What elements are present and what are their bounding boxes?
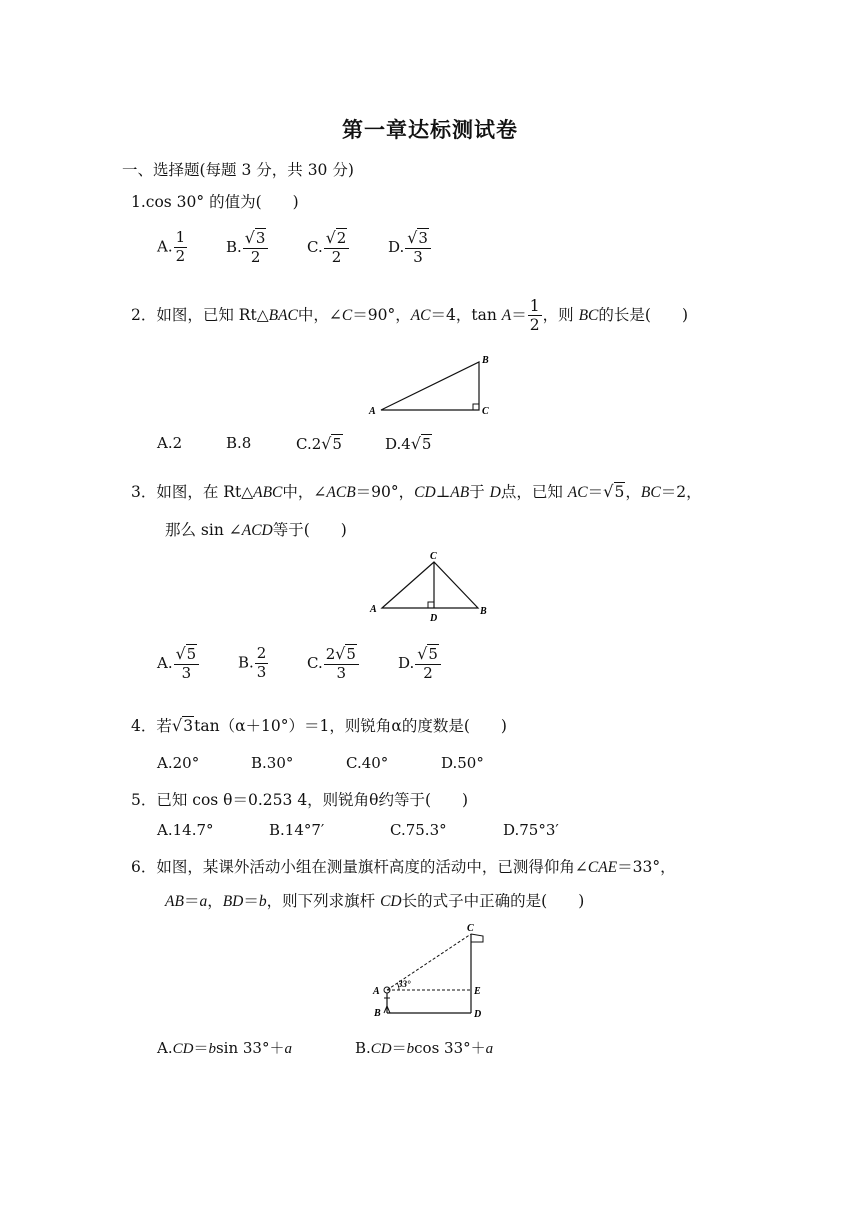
- question-2-option-a[interactable]: A.2: [157, 434, 183, 452]
- question-6-option-b[interactable]: B.CD＝bcos 33°＋a: [355, 1039, 494, 1057]
- question-3-option-b[interactable]: B. $\frac{2}{3}$: [238, 644, 267, 681]
- question-4-stem: 4．若√3tan（α＋10°）＝1，则锐角α的度数是( ): [131, 716, 507, 735]
- question-4-option-b[interactable]: B.30°: [251, 754, 294, 772]
- question-2-stem: 2．如图，已知 Rt△BAC中，∠C＝90°，AC＝4，tan A＝ $\frac{1}{2}$ ，则 BC的长是( ): [131, 297, 688, 335]
- question-3-option-d[interactable]: D. $\frac{√5}{2}$: [398, 646, 442, 682]
- vertex-label-a: A: [369, 406, 376, 417]
- question-4-option-c[interactable]: C.40°: [346, 754, 389, 772]
- vertex-label-d: D: [474, 1009, 482, 1020]
- vertex-label-c: C: [467, 923, 474, 934]
- question-5-option-b[interactable]: B.14°7′: [269, 821, 325, 839]
- question-6-option-a[interactable]: A.CD＝bsin 33°＋a: [157, 1039, 292, 1057]
- question-1-option-a[interactable]: A. $\frac{1}{2}$: [157, 228, 186, 265]
- question-2-option-c[interactable]: C.2√5: [296, 434, 342, 453]
- section-heading: 一、选择题(每题 3 分，共 30 分): [122, 161, 354, 179]
- flag: [471, 934, 483, 942]
- question-3-option-c[interactable]: C. $\frac{2√5}{3}$: [307, 646, 360, 682]
- question-6-figure: [365, 920, 495, 1024]
- right-angle-mark: [473, 404, 479, 410]
- question-5-option-d[interactable]: D.75°3′: [503, 821, 559, 839]
- fraction: $\frac{√3}{3}$: [405, 230, 431, 266]
- angle-label: 33°: [398, 979, 411, 989]
- question-2-option-d[interactable]: D.4√5: [385, 434, 432, 453]
- vertex-label-b: B: [374, 1008, 381, 1019]
- question-6-stem-line-2: AB＝a，BD＝b，则下列求旗杆 CD长的式子中正确的是( ): [165, 892, 585, 910]
- vertex-label-b: B: [482, 355, 489, 366]
- question-1-stem: 1.cos 30° 的值为( ): [131, 193, 299, 211]
- fraction: $\frac{1}{2}$: [529, 297, 540, 335]
- triangle: [382, 562, 478, 608]
- fraction: $\frac{√2}{2}$: [324, 230, 350, 266]
- vertex-label-c: C: [482, 406, 489, 417]
- vertex-label-a: A: [370, 604, 377, 615]
- vertex-label-e: E: [474, 986, 481, 997]
- question-1-option-b[interactable]: B. $\frac{√3}{2}$: [226, 230, 269, 266]
- question-1-option-d[interactable]: D. $\frac{√3}{3}$: [388, 230, 432, 266]
- question-6-stem-line-1: 6．如图，某课外活动小组在测量旗杆高度的活动中，已测得仰角∠CAE＝33°，: [131, 858, 676, 876]
- question-3-stem-line-2: 那么 sin ∠ACD等于( ): [165, 521, 347, 539]
- right-angle-mark: [428, 602, 434, 608]
- vertex-label-a: A: [373, 986, 380, 997]
- question-4-option-d[interactable]: D.50°: [441, 754, 484, 772]
- fraction: $\frac{√3}{2}$: [243, 230, 269, 266]
- triangle: [381, 362, 479, 410]
- question-5-stem: 5．已知 cos θ＝0.253 4，则锐角θ约等于( ): [131, 791, 469, 809]
- question-4-option-a[interactable]: A.20°: [157, 754, 200, 772]
- question-2-figure: [365, 352, 495, 420]
- question-3-figure: [368, 550, 492, 624]
- question-1-option-c[interactable]: C. $\frac{√2}{2}$: [307, 230, 350, 266]
- question-3-option-a[interactable]: A. $\frac{√5}{3}$: [157, 646, 200, 682]
- question-2-option-b[interactable]: B.8: [226, 434, 252, 452]
- vertex-label-c: C: [430, 551, 437, 562]
- fraction: $\frac{1}{2}$: [175, 228, 186, 265]
- vertex-label-d: D: [430, 613, 438, 624]
- question-5-option-c[interactable]: C.75.3°: [390, 821, 447, 839]
- vertex-label-b: B: [480, 606, 487, 617]
- question-5-option-a[interactable]: A.14.7°: [157, 821, 214, 839]
- page-title: 第一章达标测试卷: [342, 118, 518, 142]
- question-3-stem-line-1: 3．如图，在 Rt△ABC中，∠ACB＝90°，CD⊥AB于 D点，已知 AC＝√5，BC＝2，: [131, 482, 702, 501]
